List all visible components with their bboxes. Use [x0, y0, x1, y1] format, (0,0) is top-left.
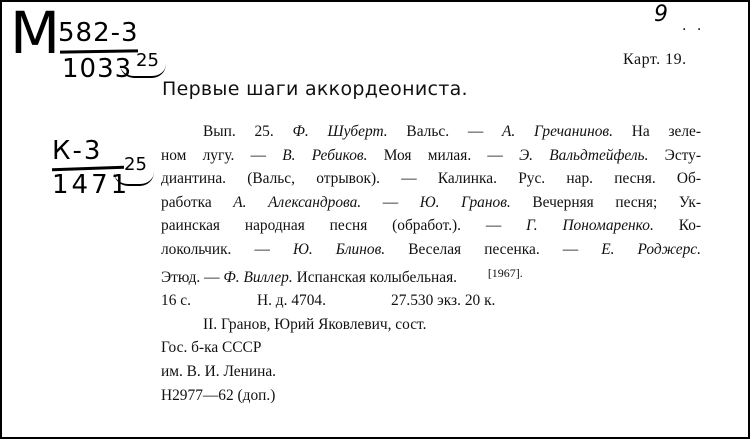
handwritten-corner-dots: · · — [682, 22, 705, 38]
handwritten-second-top: К-3 — [52, 136, 103, 166]
book-title: Первые шаги аккордеониста. — [162, 78, 468, 100]
handwritten-letter: М — [10, 0, 61, 67]
copies-price: 27.530 экз. 20 к. — [391, 292, 496, 310]
contents-line-7: Этюд. — Ф. Виллер. Испанская колыбельная. $^{[1967].}$ — [161, 265, 523, 286]
library-line-1: Гос. б-ка СССР — [161, 339, 262, 357]
contents-line-4: работка А. Александрова. — Ю. Гранов. Вечерняя песня; Ук- — [161, 193, 701, 211]
publication-year: [1967]. — [487, 265, 523, 280]
page-count: 16 с. — [161, 292, 191, 310]
contents-line-5: раинская народная песня (обработ.). — Г. Пономаренко. Ко- — [161, 217, 701, 235]
handwritten-call-number-top: 582-3 — [58, 18, 139, 48]
handwritten-underline-arc-2 — [114, 172, 154, 186]
library-line-2: им. В. И. Ленина. — [161, 362, 276, 380]
contents-line-1: Вып. 25. Ф. Шуберт. Вальс. — А. Гречанинов. На зеле- — [203, 123, 701, 140]
record-number: Н2977—62 (доп.) — [161, 386, 276, 404]
card-number: Карт. 19. — [623, 51, 687, 68]
contents-line-3: диантина. (Вальс, отрывок). — Калинка. Рус. нар. песня. Об- — [161, 170, 701, 188]
handwritten-corner-mark: 9 — [654, 2, 668, 27]
handwritten-superscript: 25 — [136, 50, 159, 71]
contents-line-6: локольчик. — Ю. Блинов. Веселая песенка. — Е. Роджерс. — [161, 240, 701, 258]
collation-line — [161, 289, 701, 313]
handwritten-underline-arc — [120, 64, 166, 78]
handwritten-superscript-2: 25 — [124, 154, 147, 175]
handwritten-second-bottom: 1471 — [52, 170, 131, 200]
card-body — [161, 120, 701, 407]
handwritten-call-number-bottom: 1033 — [62, 54, 133, 84]
added-entry: II. Гранов, Юрий Яковлевич, сост. — [203, 315, 427, 333]
contents-line-2: ном лугу. — В. Ребиков. Моя милая. — Э. Вальдтейфель. Эсту- — [161, 146, 701, 164]
nd-number: Н. д. 4704. — [257, 292, 326, 310]
